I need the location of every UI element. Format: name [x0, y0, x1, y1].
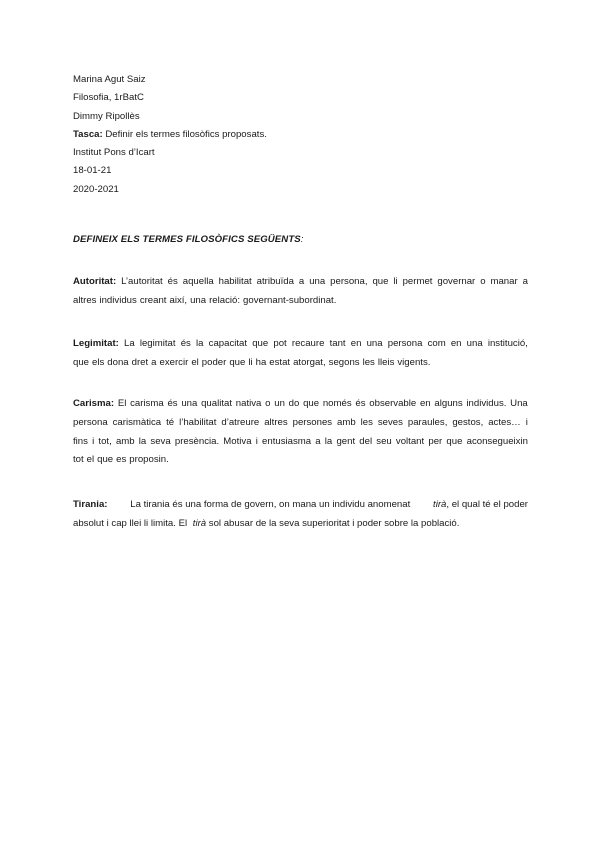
- definition-word: en: [419, 398, 431, 409]
- definition-word: una: [190, 294, 207, 306]
- definition-word: del: [359, 435, 373, 447]
- term-label: Autoritat:: [73, 276, 117, 287]
- definition-word: alguns: [434, 398, 463, 409]
- definition-word: legimitat: [139, 338, 176, 349]
- teacher-name: Dimmy Ripollès: [73, 110, 140, 122]
- definition-word: i: [525, 416, 528, 428]
- italic-term: tirà: [192, 517, 207, 529]
- definition-word: dona: [107, 356, 129, 368]
- definition-word: ha: [255, 356, 267, 368]
- section-heading-colon: :: [300, 234, 304, 245]
- definition-word: persones: [292, 416, 333, 428]
- definition-word: segons: [328, 356, 360, 368]
- definition-word: és: [180, 338, 191, 349]
- term-label: Carisma:: [73, 398, 115, 409]
- definition-word: li: [393, 276, 398, 287]
- definition-line: [73, 395, 528, 414]
- definition-word: capacitat: [208, 338, 248, 349]
- definition-word: és: [167, 398, 178, 409]
- definition-word: que: [372, 276, 389, 287]
- definition-word: a: [522, 276, 528, 287]
- definition-word: atorgat,: [293, 356, 326, 368]
- definition-word: per: [428, 435, 443, 447]
- definition-word: seva: [150, 435, 171, 447]
- definition-word: creant: [139, 294, 167, 306]
- definition-word: que: [97, 454, 114, 466]
- definition-line: [73, 292, 528, 311]
- document-header: [73, 71, 533, 199]
- definition-word: estat: [269, 356, 291, 368]
- definition-word: gestos,: [452, 416, 484, 428]
- definition-word: el: [191, 356, 199, 368]
- definition-word: presència.: [174, 435, 220, 447]
- school-name: Institut Pons d’Icart: [73, 147, 155, 159]
- definition-word: que: [252, 338, 269, 349]
- definition-word: voltant: [395, 435, 425, 447]
- definition-text: , el qual té el poder: [446, 499, 528, 510]
- definition-word: poder: [201, 356, 227, 368]
- definition-line: [73, 515, 528, 534]
- definition-word: entusiasma: [262, 435, 312, 447]
- definition-word: és: [355, 398, 366, 409]
- definition-line: [73, 496, 528, 515]
- definition-line: [73, 414, 528, 433]
- definition-word: El: [117, 398, 127, 409]
- definition-line: [73, 335, 528, 354]
- definition-word: qualitat: [201, 398, 233, 409]
- task-line: [73, 126, 533, 144]
- definition-word: a: [298, 276, 305, 287]
- definition-word: persona: [73, 416, 108, 428]
- definition-word: manar: [490, 276, 518, 287]
- definition-word: tant: [329, 338, 346, 349]
- definition-word: altres: [73, 294, 97, 306]
- definition-word: una: [366, 338, 383, 349]
- definition-legitimitat: [73, 335, 528, 373]
- definition-word: gent: [336, 435, 356, 447]
- course-name: Filosofia, 1rBatC: [73, 92, 144, 104]
- task-text: Definir els termes filosòfics proposats.: [102, 128, 267, 140]
- definition-word: en: [450, 338, 462, 349]
- definition-word: tot,: [98, 435, 112, 447]
- definition-word: només: [322, 398, 352, 409]
- definition-line: [73, 273, 528, 292]
- definition-word: aconsegueixin: [466, 435, 528, 447]
- definition-word: una: [309, 276, 326, 287]
- definition-word: fins: [73, 435, 88, 447]
- section-heading-text: DEFINEIX ELS TERMES FILOSÒFICS SEGÜENTS: [73, 234, 301, 245]
- definition-word: en: [350, 338, 362, 349]
- definition-word: d’atreure: [221, 416, 260, 428]
- definition-word: es: [116, 454, 127, 466]
- author-name: Marina Agut Saiz: [73, 74, 146, 85]
- definition-word: governant-subordinat.: [243, 294, 337, 306]
- document-date: 18-01-21: [73, 165, 112, 177]
- definition-autoritat: [73, 273, 528, 311]
- definition-word: l’habilitat: [179, 416, 217, 428]
- definition-text: sol abusar de la seva superioritat i poder sobre la població.: [208, 517, 460, 529]
- definition-word: o: [480, 276, 486, 287]
- definition-word: actes…: [488, 416, 521, 428]
- definition-word: observable: [369, 398, 417, 409]
- definition-word: proposin.: [129, 454, 169, 466]
- definition-word: així,: [169, 294, 188, 306]
- definition-word: una: [181, 398, 198, 409]
- definition-word: governar: [437, 276, 476, 287]
- definition-word: La: [124, 338, 135, 349]
- definition-word: paraules,: [407, 416, 448, 428]
- definition-word: lleis: [377, 356, 395, 368]
- definition-word: amb: [115, 435, 135, 447]
- definition-word: individus.: [466, 398, 507, 409]
- definition-word: a: [315, 435, 321, 447]
- definition-word: institució,: [487, 338, 528, 349]
- definition-text: absolut i cap llei li limita. El: [73, 517, 188, 529]
- definition-word: persona: [387, 338, 423, 349]
- definition-word: individus: [99, 294, 137, 306]
- definition-word: la: [138, 435, 147, 447]
- definition-word: Una: [510, 398, 528, 409]
- definition-word: vigents.: [397, 356, 431, 368]
- definition-word: a: [151, 356, 157, 368]
- task-label: Tasca:: [73, 128, 103, 140]
- definition-word: L’autoritat: [121, 276, 163, 287]
- term-label: Tirania:: [73, 499, 108, 510]
- school-year: 2020-2021: [73, 183, 119, 195]
- definition-word: amb: [337, 416, 356, 428]
- definition-word: o: [265, 398, 271, 409]
- definition-word: les: [360, 416, 373, 428]
- definition-word: Motiva: [223, 435, 252, 447]
- section-heading: [73, 234, 304, 245]
- definition-word: i: [92, 435, 95, 447]
- definition-word: persona,: [330, 276, 368, 287]
- definition-word: les: [362, 356, 375, 368]
- definition-word: do: [288, 398, 300, 409]
- definition-text: La tirania és una forma de govern, on mana un individu anomenat: [130, 499, 411, 510]
- definition-text: [433, 496, 528, 515]
- definition-word: carismàtica: [112, 416, 162, 428]
- definition-word: exercir: [159, 356, 189, 368]
- definition-word: té: [166, 416, 175, 428]
- definition-tirania: [73, 496, 528, 534]
- definition-word: relació:: [209, 294, 241, 306]
- definition-word: permet: [402, 276, 433, 287]
- definition-word: el: [86, 454, 95, 466]
- italic-term: tirà: [433, 499, 447, 510]
- definition-word: un: [274, 398, 285, 409]
- definition-word: la: [324, 435, 333, 447]
- definition-word: recaure: [291, 338, 325, 349]
- definition-word: i: [255, 435, 258, 447]
- definition-word: aquella: [182, 276, 214, 287]
- definition-carisma: [73, 395, 528, 470]
- definition-word: seves: [377, 416, 403, 428]
- definition-line: [73, 451, 528, 470]
- definition-line: [73, 433, 528, 452]
- definition-word: li: [248, 356, 253, 368]
- definition-word: altres: [264, 416, 288, 428]
- definition-word: habilitat: [218, 276, 252, 287]
- definition-word: és: [167, 276, 178, 287]
- definition-word: tot: [73, 454, 84, 466]
- definition-word: nativa: [235, 398, 262, 409]
- definition-word: que: [446, 435, 463, 447]
- definition-word: com: [427, 338, 446, 349]
- definition-word: seu: [376, 435, 392, 447]
- definition-word: dret: [131, 356, 149, 368]
- definition-word: atribuïda: [256, 276, 294, 287]
- definition-word: una: [466, 338, 483, 349]
- definition-word: que: [303, 398, 320, 409]
- definition-word: carisma: [130, 398, 164, 409]
- definition-word: els: [92, 356, 105, 368]
- definition-word: que: [229, 356, 246, 368]
- definition-word: que: [73, 356, 90, 368]
- term-label: Legimitat:: [73, 338, 119, 349]
- definition-word: pot: [273, 338, 287, 349]
- definition-word: la: [196, 338, 204, 349]
- definition-line: [73, 354, 528, 373]
